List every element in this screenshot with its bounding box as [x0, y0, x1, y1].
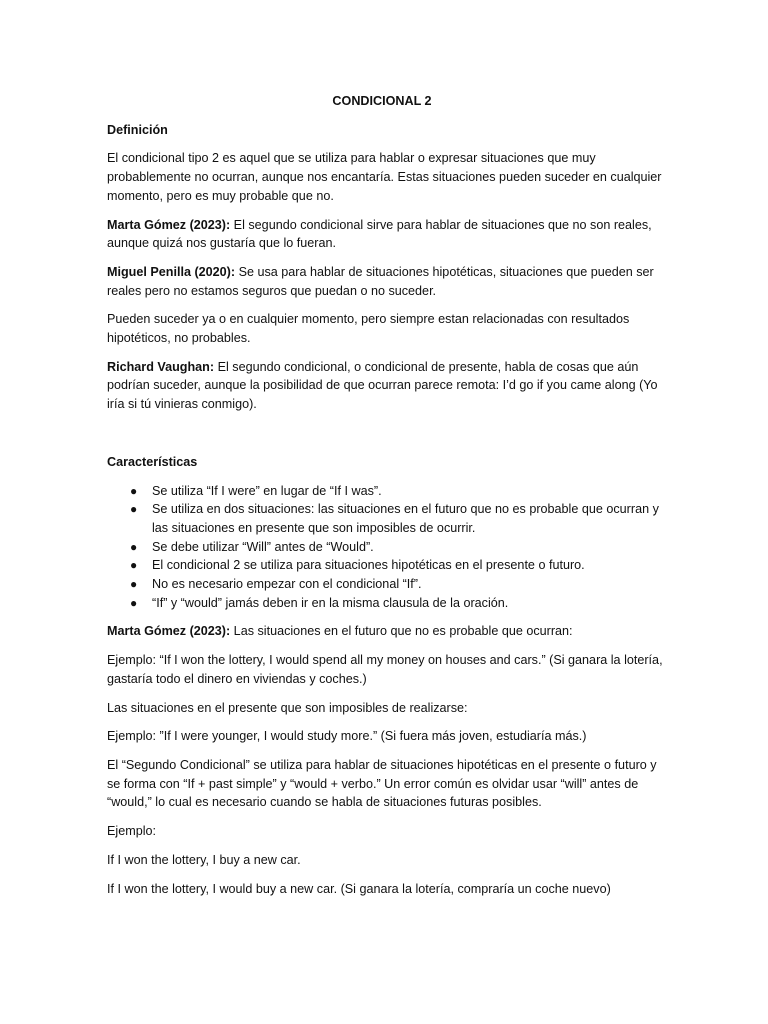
quote-miguel-penilla — [107, 263, 663, 300]
definition-paragraph: El condicional tipo 2 es aquel que se utiliza para hablar o expresar situaciones que muy probablemente no ocurran, aunque nos encantaría. Estas situaciones pueden suceder en cualquier momento, pero es muy probable que no. — [107, 151, 662, 203]
list-item — [107, 538, 663, 557]
list-item-text: El condicional 2 se utiliza para situaciones hipotéticas en el presente o futuro. — [152, 558, 585, 573]
quote-marta-gomez-2 — [107, 622, 663, 641]
characteristics-heading: Características — [107, 454, 198, 469]
bullet-icon: ● — [130, 595, 138, 610]
list-item-text: No es necesario empezar con el condicional “If”. — [152, 577, 422, 592]
section-spacer — [107, 424, 663, 453]
extra-paragraph: Pueden suceder ya o en cualquier momento, pero siempre estan relacionadas con resultados hipotéticos, no probables. — [107, 312, 630, 346]
right-example: If I won the lottery, I would buy a new car. (Si ganara la lotería, compraría un coche nuevo) — [107, 881, 611, 896]
list-item-text: “If” y “would” jamás deben ir en la misma clausula de la oración. — [152, 595, 509, 610]
list-item-text: Se debe utilizar “Will” antes de “Would”. — [152, 539, 374, 554]
quote-text: Se usa para hablar de situaciones hipotéticas, situaciones que pueden ser reales pero no estamos seguros que puedan o no suceder. — [107, 264, 654, 298]
quote-text: El segundo condicional, o condicional de presente, habla de cosas que aún podrían suceder, aunque la posibilidad de que ocurran parece remota: I’d go if you came along (Yo iría si tú vinieras conmigo). — [107, 359, 658, 412]
segundo-condicional-paragraph: El “Segundo Condicional” se utiliza para hablar de situaciones hipotéticas en el presente o futuro y se forma con “If + past simple” y “would + verbo.” Un error común es olvidar usar “will” antes de “would,” lo cual es necesario cuando se habla de situaciones futuras posibles. — [107, 757, 657, 810]
document-page — [107, 92, 663, 908]
author-name: Richard Vaughan: — [107, 359, 215, 374]
quote-marta-gomez — [107, 216, 663, 253]
quote-text: Las situaciones en el futuro que no es probable que ocurran: — [230, 624, 573, 639]
author-name: Miguel Penilla (2020): — [107, 264, 236, 279]
author-name: Marta Gómez (2023): — [107, 217, 231, 232]
document-title: CONDICIONAL 2 — [332, 94, 432, 108]
definition-heading: Definición — [107, 122, 168, 137]
list-item-text: Se utiliza en dos situaciones: las situaciones en el futuro que no es probable que ocurran y las situaciones en presente que son imposibles de ocurrir. — [152, 502, 659, 535]
list-item-text: Se utiliza “If I were” en lugar de “If I was”. — [152, 483, 382, 498]
example-younger: Ejemplo: ”If I were younger, I would study more.” (Si fuera más joven, estudiaría más.) — [107, 729, 587, 744]
bullet-icon: ● — [130, 539, 138, 554]
wrong-example: If I won the lottery, I buy a new car. — [107, 852, 301, 867]
bullet-icon: ● — [130, 577, 138, 592]
list-item — [107, 575, 663, 594]
list-item — [107, 594, 663, 613]
list-item — [107, 482, 663, 501]
list-item — [107, 556, 663, 575]
quote-richard-vaughan — [107, 358, 663, 414]
characteristics-list — [107, 482, 663, 613]
list-item — [107, 500, 663, 537]
bullet-icon: ● — [130, 483, 138, 498]
quote-text: El segundo condicional sirve para hablar de situaciones que no son reales, aunque quizá nos gustaría que lo fueran. — [107, 217, 652, 251]
bullet-icon: ● — [130, 558, 138, 573]
example-lottery: Ejemplo: “If I won the lottery, I would spend all my money on houses and cars.” (Si ganara la lotería, gastaría todo el dinero en viviendas y coches.) — [107, 653, 663, 686]
bullet-icon: ● — [130, 502, 138, 517]
present-situations-paragraph: Las situaciones en el presente que son imposibles de realizarse: — [107, 700, 468, 715]
author-name: Marta Gómez (2023): — [107, 624, 231, 639]
ejemplo-label: Ejemplo: — [107, 824, 156, 839]
